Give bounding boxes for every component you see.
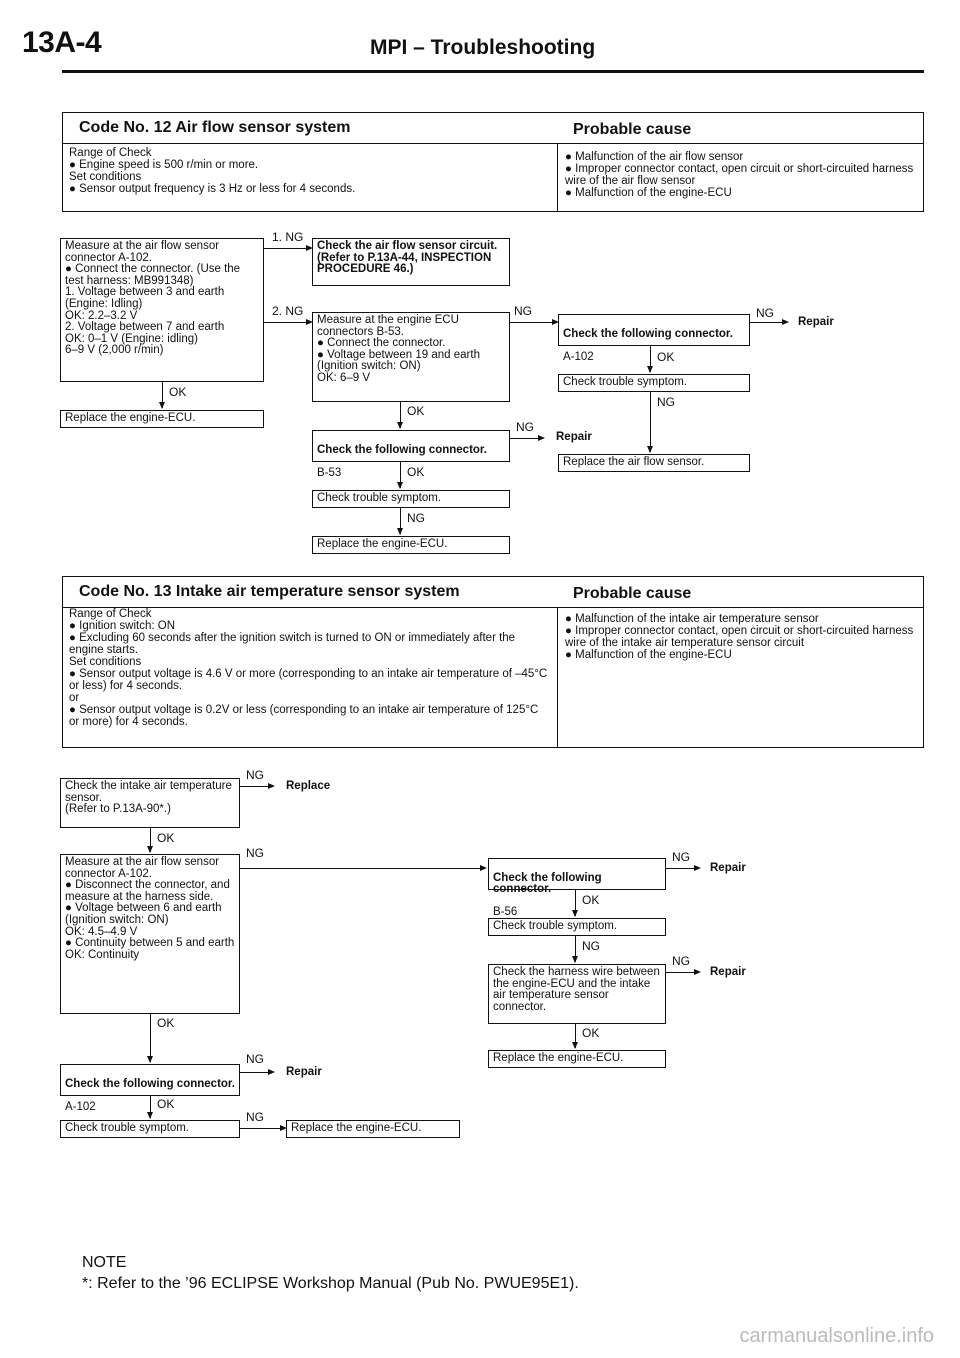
c12-check-b53-code: B-53 — [317, 466, 342, 479]
c12-repair-label: Repair — [556, 431, 592, 443]
c13-measure-box: Measure at the air flow sensor connector A-102. ● Disconnect the connector, and measure at the harness side. ● Voltage between 6 and earth (Ignition switch: ON) OK: 4.5–4.9 V ● Continuity between 5 and earth OK: Continuity — [60, 854, 240, 1014]
c12-ng-label: NG — [516, 420, 534, 434]
c12-ok-label: OK — [657, 350, 675, 364]
c13-repair-label: Repair — [286, 1066, 322, 1078]
c13-check-symptom-box: Check trouble symptom. — [488, 918, 666, 936]
c12-line — [510, 322, 554, 323]
code12-check-text — [69, 147, 549, 195]
c12-line — [264, 322, 308, 323]
c13-check-a102-code: A-102 — [65, 1100, 96, 1113]
c13-check-a102-title: Check the following connector. — [65, 1077, 235, 1090]
c13-replace-label: Replace — [286, 780, 331, 792]
c12-arrow — [397, 422, 403, 429]
code13-cause-line: ● Malfunction of the intake air temperature sensor — [565, 613, 819, 625]
c13-ok-label: OK — [582, 893, 600, 907]
code12-title: Code No. 12 Air flow sensor system — [79, 119, 351, 136]
c12-check-a102-title: Check the following connector. — [563, 327, 733, 340]
code12-divider — [63, 143, 923, 144]
c12-check-a102-code: A-102 — [563, 350, 594, 363]
c12-line — [510, 438, 540, 439]
c12-line — [750, 322, 784, 323]
c13-arrow — [572, 910, 578, 917]
note-text: *: Refer to the ’96 ECLIPSE Workshop Manual (Pub No. PWUE95E1). — [82, 1275, 579, 1292]
c13-ok-label: OK — [157, 1016, 175, 1030]
code13-check-line: ● Excluding 60 seconds after the ignition switch is turned to ON or immediately after the engine starts. — [69, 632, 516, 656]
c13-replace-ecu-box: Replace the engine-ECU. — [286, 1120, 460, 1138]
code12-cause-line: ● Improper connector contact, open circuit or short-circuited harness wire of the air flow sensor — [565, 163, 914, 187]
note — [82, 1252, 579, 1294]
page-title: MPI – Troubleshooting — [370, 36, 596, 59]
header-rule — [62, 70, 924, 73]
c12-ok-label: OK — [407, 404, 425, 418]
c12-2ng-label: 2. NG — [272, 304, 304, 318]
c13-line — [150, 1014, 151, 1062]
c12-ng-label: NG — [514, 304, 532, 318]
c12-replace-afs-box: Replace the air flow sensor. — [558, 454, 750, 472]
c12-arrow — [782, 319, 789, 325]
c13-ng-label: NG — [672, 850, 690, 864]
c12-check-circuit-box: Check the air flow sensor circuit. (Refer to P.13A-44, INSPECTION PROCEDURE 46.) — [312, 238, 510, 286]
code12-cause-line: ● Malfunction of the air flow sensor — [565, 151, 744, 163]
c13-ng-label: NG — [246, 1052, 264, 1066]
watermark: carmanualsonline.info — [739, 1325, 934, 1347]
c12-ng-label: NG — [407, 511, 425, 525]
note-heading: NOTE — [82, 1254, 127, 1271]
c13-arrow — [694, 865, 701, 871]
c13-arrow — [268, 1069, 275, 1075]
c13-ok-label: OK — [157, 1097, 175, 1111]
c12-line — [264, 248, 308, 249]
c12-measure-ecu-box: Measure at the engine ECU connectors B-53. ● Connect the connector. ● Voltage between 19 and earth (Ignition switch: ON) OK: 6–9 V — [312, 312, 510, 402]
code13-check-line: Range of Check — [69, 608, 152, 620]
code12-check-line: Set conditions — [69, 171, 142, 183]
code13-condition-box — [62, 576, 924, 748]
code13-cause-text — [565, 613, 917, 661]
code13-check-line: or — [69, 692, 80, 704]
c13-repair-label: Repair — [710, 966, 746, 978]
c12-ok-label: OK — [169, 385, 187, 399]
c12-arrow — [159, 402, 165, 409]
c13-arrow — [147, 846, 153, 853]
c12-arrow — [538, 435, 545, 441]
code12-cause-text — [565, 151, 917, 199]
c13-arrow — [694, 969, 701, 975]
code13-col-divider — [557, 607, 558, 747]
c12-arrow — [647, 446, 653, 453]
c13-ng-label: NG — [246, 1110, 264, 1124]
code13-cause-line: ● Improper connector contact, open circuit or short-circuited harness wire of the intake air temperature sensor circuit — [565, 625, 914, 649]
code13-check-line: ● Sensor output voltage is 0.2V or less (corresponding to an intake air temperature of 125°C or more) for 4 seconds. — [69, 704, 539, 728]
c12-arrow — [647, 366, 653, 373]
c12-repair-label: Repair — [798, 316, 834, 328]
code12-check-line: ● Engine speed is 500 r/min or more. — [69, 159, 259, 171]
c13-line — [240, 868, 482, 869]
code12-col-divider — [557, 143, 558, 211]
c13-ng-label: NG — [582, 939, 600, 953]
c13-arrow — [147, 1112, 153, 1119]
page-number: 13A-4 — [22, 26, 102, 59]
c13-check-symptom-box: Check trouble symptom. — [60, 1120, 240, 1138]
c12-arrow — [397, 528, 403, 535]
c13-arrow — [572, 956, 578, 963]
c12-check-b53-title: Check the following connector. — [317, 443, 487, 456]
code13-title: Code No. 13 Intake air temperature sensor system — [79, 583, 460, 600]
code12-cause-line: ● Malfunction of the engine-ECU — [565, 187, 732, 199]
c13-arrow — [572, 1042, 578, 1049]
c13-check-b56-title: Check the following connector. — [493, 871, 602, 896]
c12-arrow — [397, 482, 403, 489]
c13-line — [240, 1072, 270, 1073]
c13-arrow — [480, 865, 487, 871]
code12-check-line: Range of Check — [69, 147, 152, 159]
c13-line — [666, 868, 696, 869]
code13-cause-title: Probable cause — [573, 585, 692, 602]
c13-line — [240, 786, 270, 787]
c13-check-b56-code: B-56 — [493, 906, 518, 919]
c13-check-sensor-box: Check the intake air temperature sensor. (Refer to P.13A-90*.) — [60, 778, 240, 828]
code13-check-line: Set conditions — [69, 656, 142, 668]
code13-check-line: ● Ignition switch: ON — [69, 620, 176, 632]
c13-ng-label: NG — [672, 954, 690, 968]
c13-arrow — [147, 1056, 153, 1063]
c13-repair-label: Repair — [710, 862, 746, 874]
c12-check-symptom-box: Check trouble symptom. — [312, 490, 510, 508]
code13-check-text — [69, 608, 549, 728]
c13-arrow — [268, 783, 275, 789]
c12-line — [650, 392, 651, 452]
c13-ok-label: OK — [582, 1026, 600, 1040]
c12-ng-label: NG — [657, 395, 675, 409]
code13-check-line: ● Sensor output voltage is 4.6 V or more (corresponding to an intake air temperature of –45°C or less) for 4 seconds. — [69, 668, 548, 692]
c12-ok-label: OK — [407, 465, 425, 479]
c12-1ng-label: 1. NG — [272, 230, 304, 244]
c12-check-symptom-box: Check trouble symptom. — [558, 374, 750, 392]
c13-replace-ecu-box: Replace the engine-ECU. — [488, 1050, 666, 1068]
code12-check-line: ● Sensor output frequency is 3 Hz or less for 4 seconds. — [69, 183, 356, 195]
c13-line — [240, 1128, 282, 1129]
code12-condition-box — [62, 112, 924, 212]
c13-check-harness-box: Check the harness wire between the engine-ECU and the intake air temperature sensor connector. — [488, 964, 666, 1024]
c12-measure-box: Measure at the air flow sensor connector A-102. ● Connect the connector. (Use the test harness: MB991348) 1. Voltage between 3 and earth (Engine: Idling) OK: 2.2–3.2 V 2. Voltage between 7 and earth OK: 0–1 V (Engine: idling) 6–9 V (2,000 r/min) — [60, 238, 264, 382]
c13-line — [666, 972, 696, 973]
c13-ok-label: OK — [157, 831, 175, 845]
c12-ng-label: NG — [756, 306, 774, 320]
code13-cause-line: ● Malfunction of the engine-ECU — [565, 649, 732, 661]
c13-ng-label: NG — [246, 846, 264, 860]
c12-replace-ecu-box: Replace the engine-ECU. — [60, 410, 264, 428]
c13-ng-label: NG — [246, 768, 264, 782]
c12-replace-ecu-box: Replace the engine-ECU. — [312, 536, 510, 554]
code12-cause-title: Probable cause — [573, 121, 692, 138]
